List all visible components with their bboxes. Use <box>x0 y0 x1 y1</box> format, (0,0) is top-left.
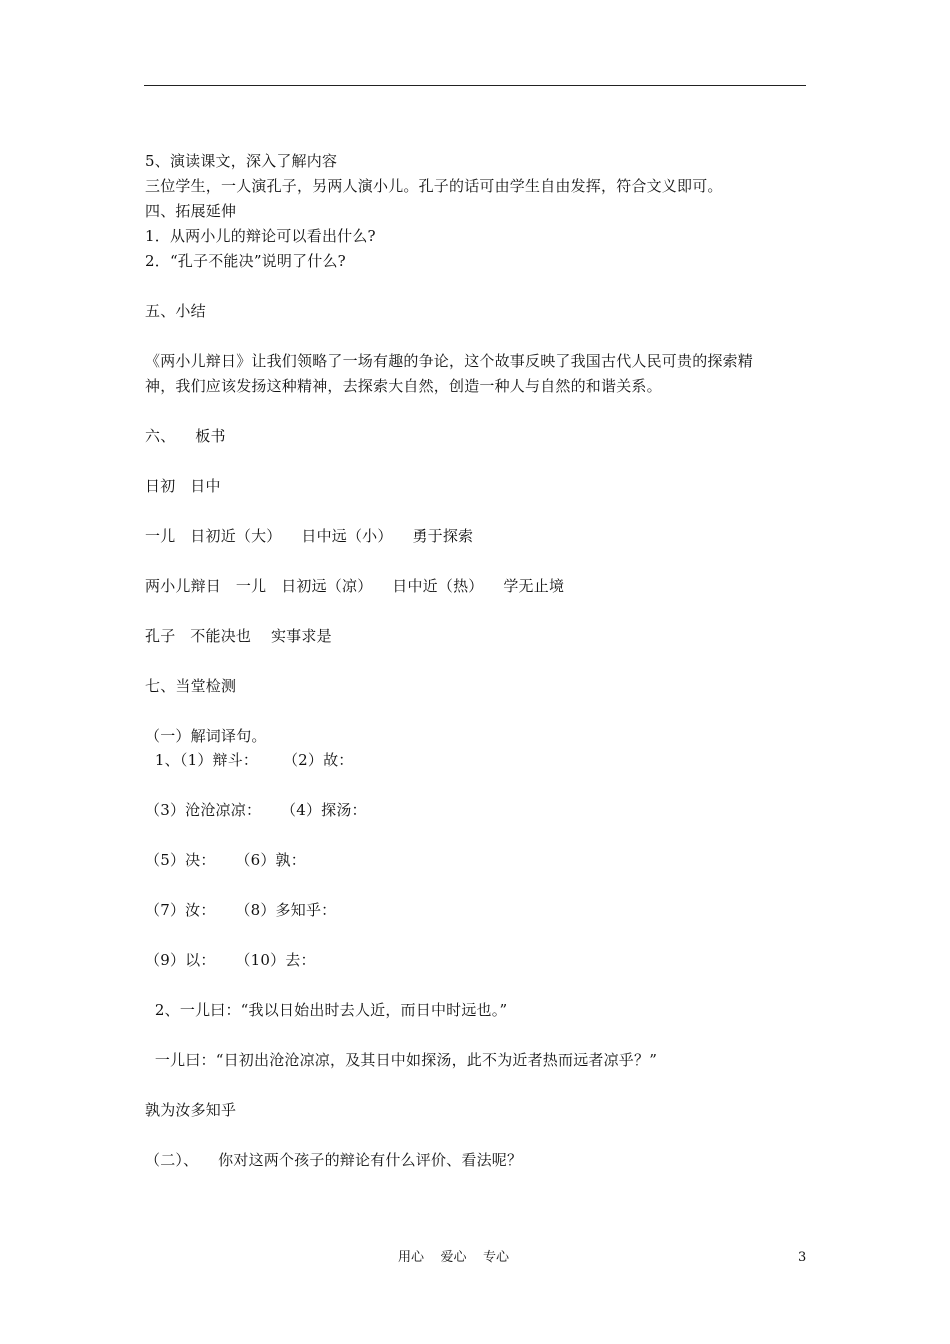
exercise-1-items-7-8: （7）汝： （8）多知乎： <box>145 901 337 919</box>
exercise-1-heading: （一）解词译句。 <box>145 727 267 745</box>
section-5-heading: 五、小结 <box>145 302 206 320</box>
question-1: 1．从两小儿的辩论可以看出什么? <box>145 227 376 245</box>
board-row-4: 孔子 不能决也 实事求是 <box>145 627 332 645</box>
exercise-2-question: （二）、 你对这两个孩子的辩论有什么评价、看法呢？ <box>145 1151 523 1169</box>
translate-sentence-2: 一儿曰：“日初出沧沧凉凉，及其日中如探汤，此不为近者热而远者凉乎？” <box>145 1051 658 1069</box>
translate-sentence-3: 孰为汝多知乎 <box>145 1101 237 1119</box>
exercise-1-items-1-2: 1、（1）辩斗： （2）故： <box>145 751 354 769</box>
summary-line-1: 《两小儿辩日》让我们领略了一场有趣的争论，这个故事反映了我国古代人民可贵的探索精 <box>145 352 754 370</box>
board-row-2: 一儿 日初近（大） 日中远（小） 勇于探索 <box>145 527 474 545</box>
board-row-3: 两小儿辩日 一儿 日初远（凉） 日中近（热） 学无止境 <box>145 577 565 595</box>
summary-line-2: 神，我们应该发扬这种精神，去探索大自然，创造一种人与自然的和谐关系。 <box>145 377 662 395</box>
section-4-heading: 四、拓展延伸 <box>145 202 237 220</box>
footer-motto: 用心 爱心 专心 <box>398 1250 510 1265</box>
page-number: 3 <box>798 1250 807 1265</box>
section-7-heading: 七、当堂检测 <box>145 677 237 695</box>
header-rule <box>144 85 806 86</box>
translate-sentence-1: 2、一儿曰：“我以日始出时去人近，而日中时远也。” <box>145 1001 508 1019</box>
step-5-heading: 5、演读课文，深入了解内容 <box>145 152 338 170</box>
question-2: 2．“孔子不能决”说明了什么? <box>145 252 346 270</box>
section-6-heading: 六、 板书 <box>145 427 226 445</box>
exercise-1-items-9-10: （9）以： （10）去： <box>145 951 316 969</box>
exercise-1-items-3-4: （3）沧沧凉凉： （4）探汤： <box>145 801 367 819</box>
board-row-1: 日初 日中 <box>145 477 221 495</box>
exercise-1-items-5-6: （5）决： （6）孰： <box>145 851 306 869</box>
step-5-body: 三位学生，一人演孔子，另两人演小儿。孔子的话可由学生自由发挥，符合文义即可。 <box>145 177 723 195</box>
